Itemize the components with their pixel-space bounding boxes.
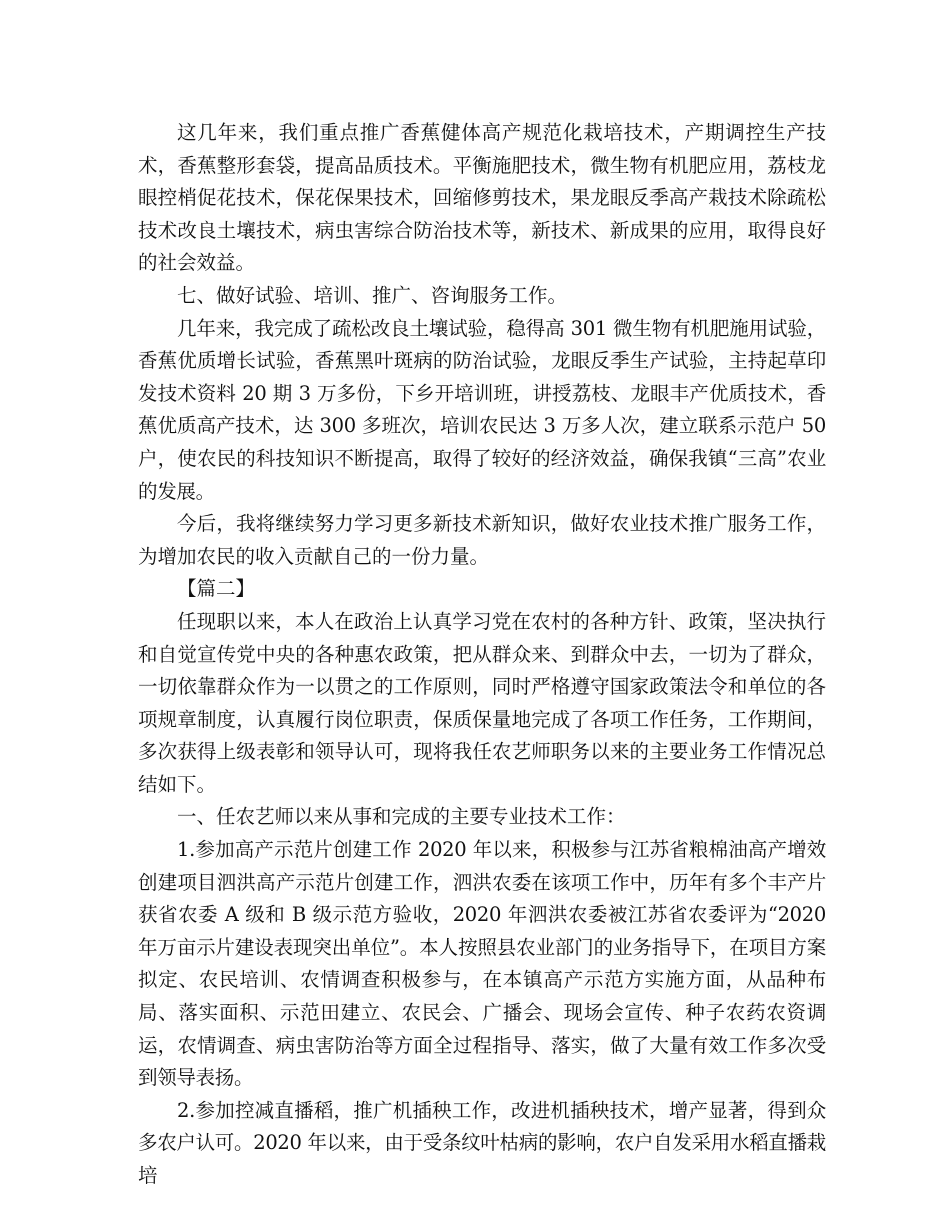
paragraph-machine-transplanting: 2.参加控减直播稻，推广机插秧工作，改进机插秧技术，增产显著，得到众多农户认可。2020 年以来，由于受条纹叶枯病的影响，农户自发采用水稻直播栽培 xyxy=(138,1098,826,1187)
paragraph-experiments-training: 几年来，我完成了疏松改良土壤试验，稳得高 301 微生物有机肥施用试验，香蕉优质增长试验，香蕉黑叶斑病的防治试验，龙眼反季生产试验，主持起草印发技术资料 20 期 3 万多份，下乡开培训班，讲授荔枝、龙眼丰产优质技术，香蕉优质高产技术，达 300 多班次，培训农民达 3 万多人次，建立联系示范户 50 户，使农民的科技知识不断提高，取得了较好的经济效益，确保我镇“三高”农业的发展。 xyxy=(138,316,826,503)
section-heading-main-work: 一、任农艺师以来从事和完成的主要专业技术工作： xyxy=(177,805,626,829)
paragraph-political-study: 任现职以来，本人在政治上认真学习党在农村的各种方针、政策，坚决执行和自觉宣传党中央的各种惠农政策，把从群众来、到群众中去，一切为了群众，一切依靠群众作为一以贯之的工作原则，同时严格遵守国家政策法令和单位的各项规章制度，认真履行岗位职责，保质保量地完成了各项工作任务，工作期间，多次获得上级表彰和领导认可，现将我任农艺师职务以来的主要业务工作情况总结如下。 xyxy=(138,609,826,796)
paragraph-banana-techniques: 这几年来，我们重点推广香蕉健体高产规范化栽培技术，产期调控生产技术，香蕉整形套袋，提高品质技术。平衡施肥技术，微生物有机肥应用，荔枝龙眼控梢促花技术，保花保果技术，回缩修剪技术，果龙眼反季高产栽技术除疏松技术改良土壤技术，病虫害综合防治技术等，新技术、新成果的应用，取得良好的社会效益。 xyxy=(138,121,826,275)
paragraph-demonstration-project: 1.参加高产示范片创建工作 2020 年以来，积极参与江苏省粮棉油高产增效创建项目泗洪高产示范片创建工作，泗洪农委在该项工作中，历年有多个丰产片获省农委 A 级和 B 级示范方验收，2020 年泗洪农委被江苏省农委评为“2020 年万亩示片建设表现突出单位”。本人按照县农业部门的业务指导下，在项目方案拟定、农民培训、农情调查积极参与，在本镇高产示范方实施方面，从品种布局、落实面积、示范田建立、农民会、广播会、现场会宣传、种子农药农资调运，农情调查、病虫害防治等方面全过程指导、落实，做了大量有效工作多次受到领导表扬。 xyxy=(138,838,826,1090)
section-heading-part-two: 【篇二】 xyxy=(177,577,256,601)
paragraph-future-plans: 今后，我将继续努力学习更多新技术新知识，做好农业技术推广服务工作，为增加农民的收入贡献自己的一份力量。 xyxy=(138,512,826,568)
document-body xyxy=(138,117,826,1193)
section-heading-seven: 七、做好试验、培训、推广、咨询服务工作。 xyxy=(177,283,568,307)
